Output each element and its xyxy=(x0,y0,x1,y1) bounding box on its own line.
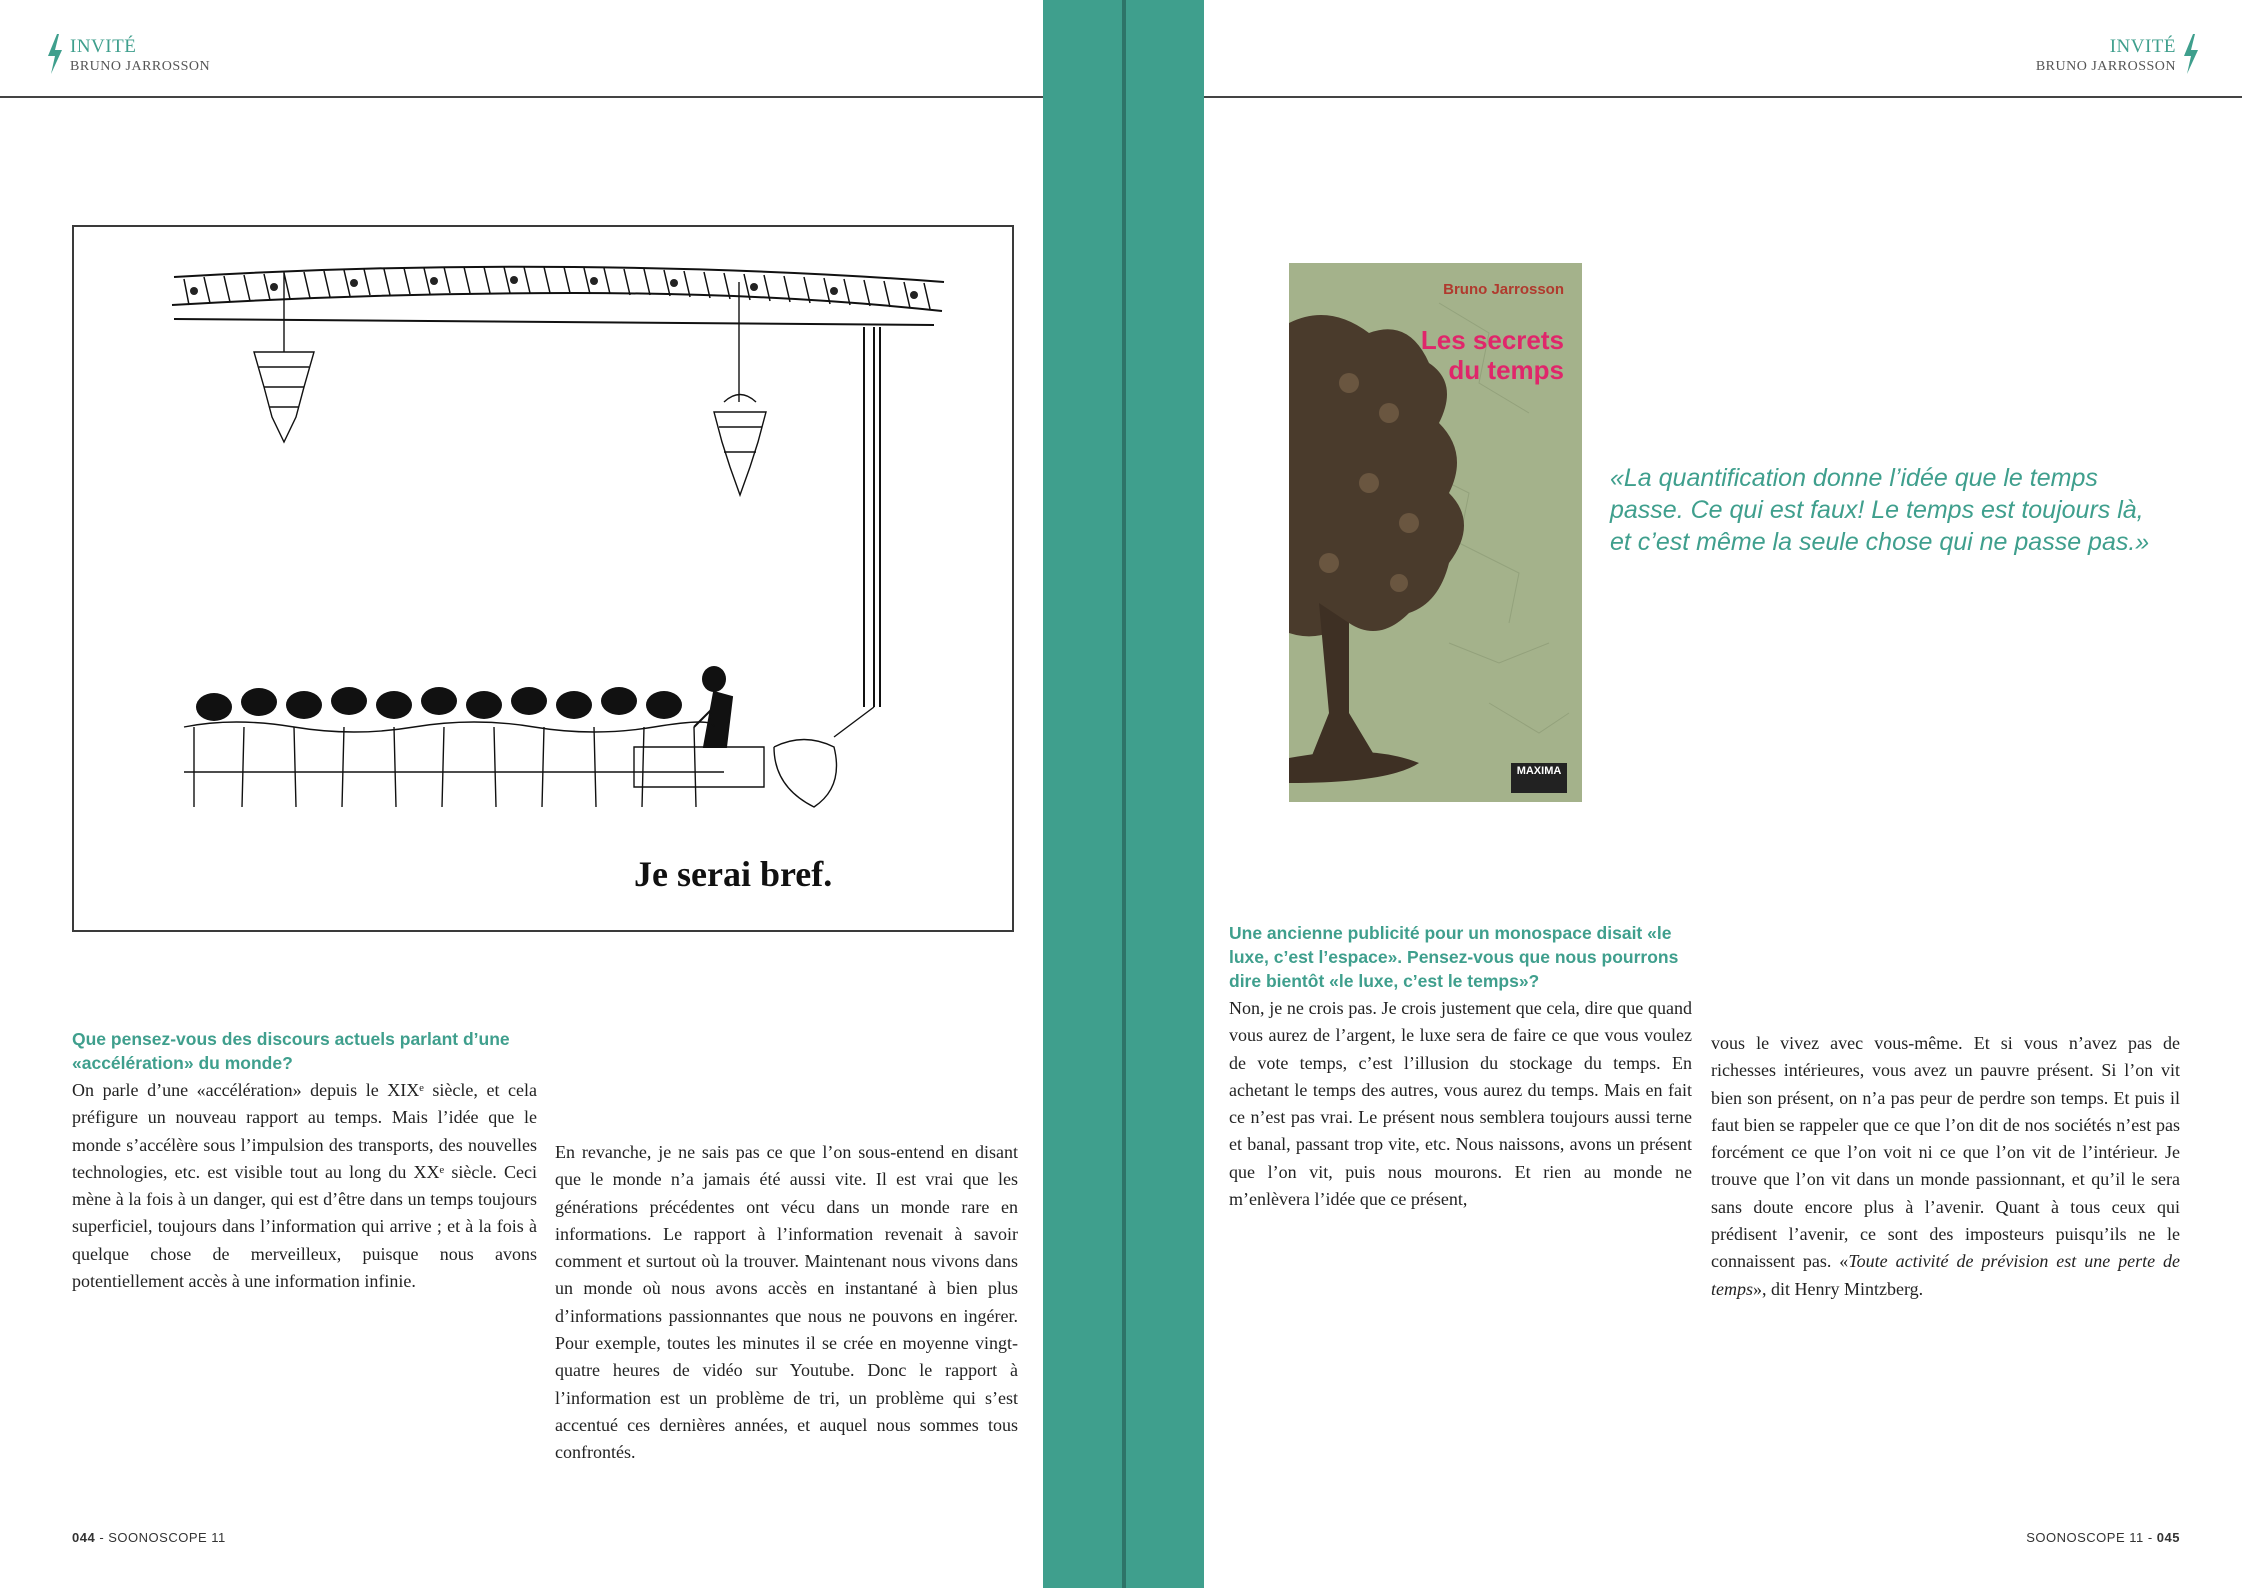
cartoon-illustration xyxy=(72,225,1014,932)
book-title xyxy=(1421,325,1564,385)
page-footer xyxy=(72,1530,226,1545)
section-label: INVITÉ xyxy=(70,36,137,57)
publisher-logo: MAXIMA xyxy=(1511,763,1567,793)
magazine-name: SOONOSCOPE 11 xyxy=(2026,1530,2144,1545)
lightning-bolt-icon xyxy=(45,34,65,74)
book-title-line-1: Les secrets xyxy=(1420,325,1564,355)
answer-column-2: En revanche, je ne sais pas ce que l’on sous-entend en disant que le monde n’a jamais été aussi vite. Il est vrai que les générations précédentes ont vécu dans un monde rare en informations. Le rapport à l’information revenait à savoir comment et surtout où la trouver. Maintenant nous vivons dans un monde où nous avons accès en instantané à bien plus d’informations passionnantes que nous ne pouvons en ingérer. Pour exemple, toutes les minutes il se crée en moyenne vingt-quatre heures de vidéo sur Youtube. Donc le rapport à l’information est un problème de tri, un problème qui s’est accentué ces dernières années, et auquel nous sommes tous confrontés. xyxy=(555,1142,1018,1463)
answer-column-1: Non, je ne crois pas. Je crois justement que cela, dire que quand vous aurez de l’argent, le luxe sera de faire ce que vous voulez de vote temps, c’est l’illusion du stockage du temps. En achetant le temps des autres, vous aurez du temps. Mais en fait ce n’est pas vrai. Le présent nous semblera toujours aussi terne et banal, passant trop vite, etc. Nous naissons, avons un présent que l’on vit, puis nous mourons. Et rien au monde ne m’enlèvera l’idée que ce présent, xyxy=(1229,998,1692,1210)
book-author: Bruno Jarrosson xyxy=(1443,281,1564,298)
interview-question: Que pensez-vous des discours actuels parlant d’une «accélération» du monde? xyxy=(72,1029,510,1073)
answer-text: vous le vivez avec vous-même. Et si vous n’avez pas de richesses intérieures, vous avez un pauvre présent. Si l’on vit bien son présent, on n’a pas peur de perdre son temps. Et puis il faut bien se rappeler que ce que l’on dit de nos sociétés n’est pas forcément ce que l’on voit ni ce que l’on vit de l’intérieur. Je trouve que l’on vit dans un monde passionnant, et qu’il le sera sans doute encore plus à l’avenir. Quant à tous ceux qui prédisent l’avenir, ce sont des imposteurs puisqu’ils ne le connaissent pas. « xyxy=(1711,1033,2180,1272)
author-name: BRUNO JARROSSON xyxy=(70,59,211,74)
footer-separator: - xyxy=(2143,1530,2157,1545)
header-rule xyxy=(1204,96,2242,98)
book-cover xyxy=(1289,263,1582,802)
pull-quote: «La quantification donne l’idée que le temps passe. Ce qui est faux! Le temps est toujours là, et c’est même la seule chose qui ne passe pas.» xyxy=(1610,464,2150,556)
answer-column-1: On parle d’une «accélération» depuis le XIXᵉ siècle, et cela préfigure un nouveau rapport au temps. Mais l’idée que le monde s’accélère sous l’impulsion des transports, des nouvelles technologies, etc. est visible tout au long du XXᵉ siècle. Ceci mène à la fois à un danger, qui est d’être dans un temps toujours superficiel, toujours dans l’information qui arrive ; et à la fois à quelque chose de merveilleux, puisque nous avons potentiellement accès à une information infinie. xyxy=(72,1080,537,1292)
book-title-line-2: du temps xyxy=(1448,355,1564,385)
interview-question: Une ancienne publicité pour un monospace disait «le luxe, c’est l’espace». Pensez-vous que nous pourrons dire bientôt «le luxe, c’est le temps»? xyxy=(1229,923,1679,991)
header-rule xyxy=(0,96,1043,98)
quoted-citation: Toute activité de prévision est une perte de temps xyxy=(1711,1251,2180,1299)
answer-column-2 xyxy=(1711,1030,2180,1303)
author-name: BRUNO JARROSSON xyxy=(2035,59,2176,74)
footer-separator: - xyxy=(95,1530,109,1545)
spine-left xyxy=(1043,0,1122,1588)
left-page xyxy=(0,0,1043,1588)
page-footer xyxy=(2026,1530,2180,1545)
cartoon-caption: Je serai bref. xyxy=(634,854,833,894)
page-number: 044 xyxy=(72,1530,96,1545)
magazine-name: SOONOSCOPE 11 xyxy=(108,1530,226,1545)
section-label: INVITÉ xyxy=(2109,36,2176,57)
spine-right xyxy=(1126,0,1204,1588)
lightning-bolt-icon xyxy=(2181,34,2201,74)
cartoon-drawing xyxy=(74,227,1012,827)
page-number: 045 xyxy=(2156,1530,2180,1545)
answer-end: », dit Henry Mintzberg. xyxy=(1753,1278,1924,1299)
